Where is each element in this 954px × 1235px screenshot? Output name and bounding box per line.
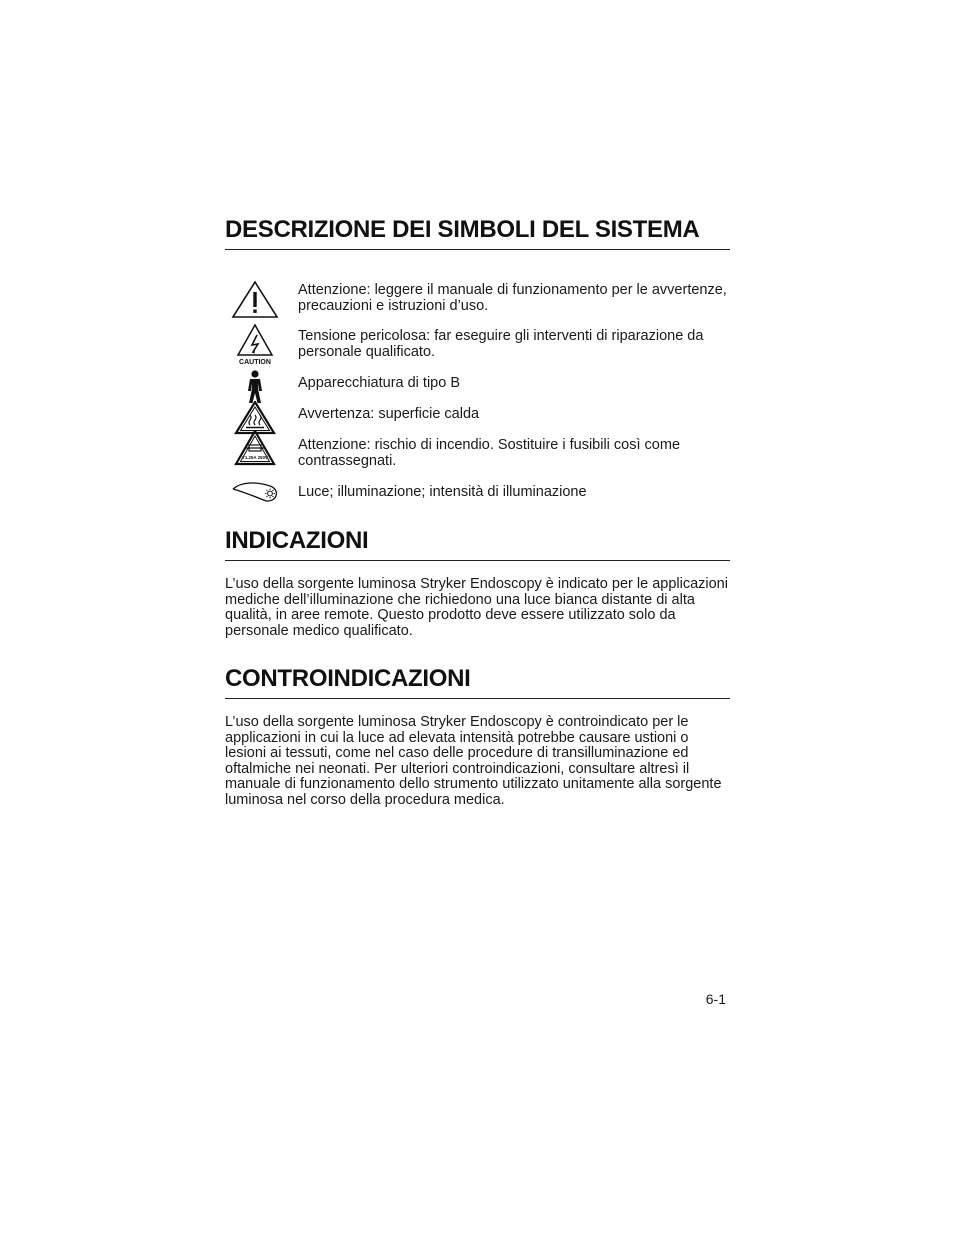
dangerous-voltage-icon xyxy=(230,323,282,369)
attention-warning-icon xyxy=(230,280,282,320)
contraindications-heading: CONTROINDICAZIONI xyxy=(225,665,730,699)
indications-body: L’uso della sorgente luminosa Stryker Endoscopy è indicato per le applicazioni mediche dell’illuminazione che richiedono una luce bianca distante di alta qualità, in aree remote. Questo prodotto deve essere utilizzato solo da personale medico qualificato. xyxy=(225,576,728,639)
caution-label: CAUTION xyxy=(239,359,271,366)
fuse-fire-risk-icon xyxy=(230,430,282,466)
fuse-rating-label: T1.25A 250V xyxy=(242,455,268,460)
indications-heading: INDICAZIONI xyxy=(225,527,730,561)
symbol-description: Apparecchiatura di tipo B xyxy=(298,375,461,391)
type-b-equipment-icon xyxy=(230,369,282,405)
symbol-description: Attenzione: leggere il manuale di funzionamento per le avvertenze, precauzioni e istruzioni d’uso. xyxy=(298,282,727,314)
contraindications-body: L’uso della sorgente luminosa Stryker Endoscopy è controindicato per le applicazioni in cui la luce ad elevata intensità potrebbe causare ustioni o lesioni ai tessuti, come nel caso delle procedure di transilluminazione ed oftalmiche nei neonati. Per ulteriori controindicazioni, consultare altresì il manuale di funzionamento dello strumento utilizzato unitamente alla sorgente luminosa nel corso della procedura medica. xyxy=(225,714,722,808)
symbol-description: Avvertenza: superficie calda xyxy=(298,406,480,422)
symbol-description: Luce; illuminazione; intensità di illuminazione xyxy=(298,484,587,500)
symbols-section-heading: DESCRIZIONE DEI SIMBOLI DEL SISTEMA xyxy=(225,216,730,250)
light-illumination-icon xyxy=(230,480,282,504)
symbol-description: Attenzione: rischio di incendio. Sostituire i fusibili così come contrassegnati. xyxy=(298,437,681,469)
symbol-description: Tensione pericolosa: far eseguire gli interventi di riparazione da personale qualificato. xyxy=(298,328,704,360)
page-number: 6-1 xyxy=(705,991,726,1007)
